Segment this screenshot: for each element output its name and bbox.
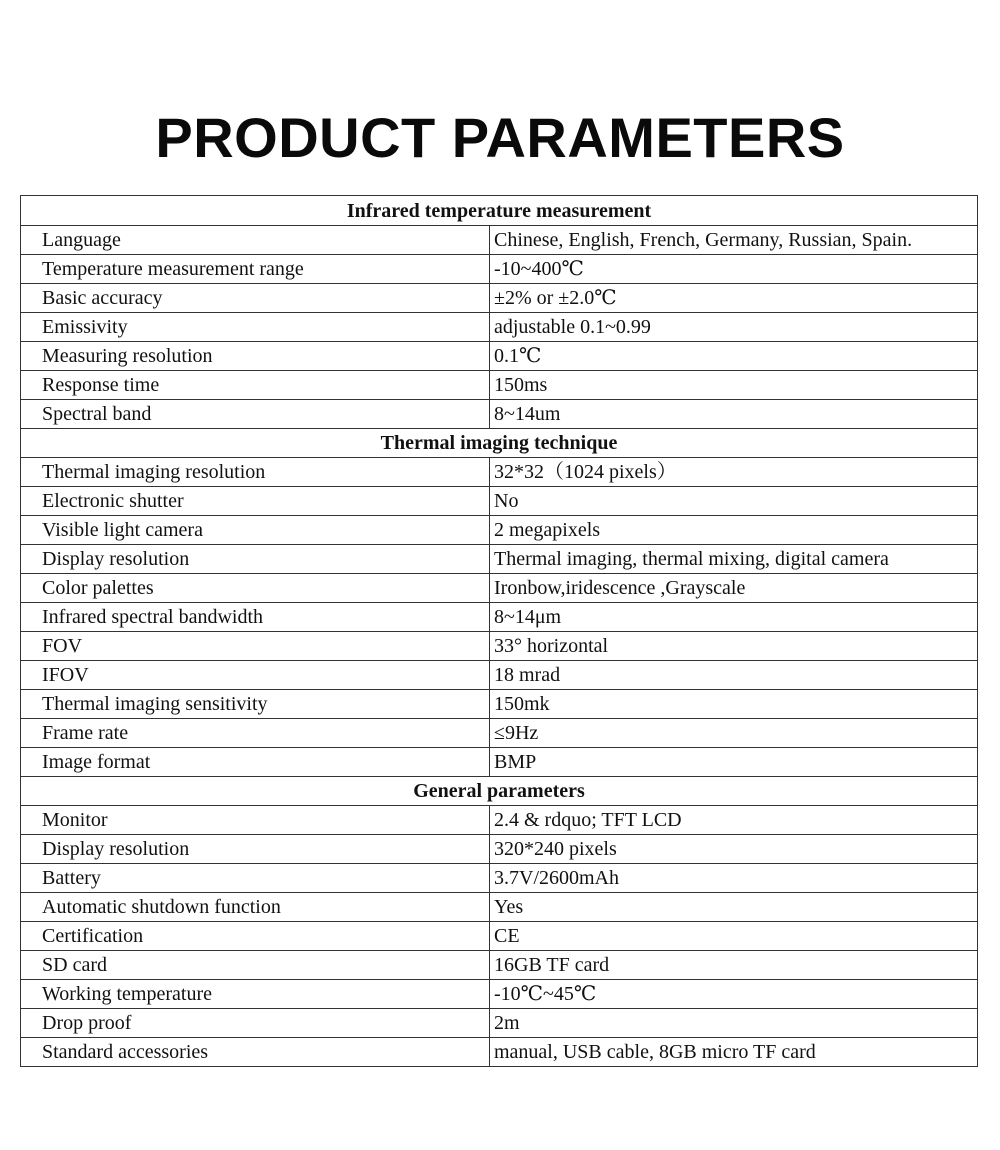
parameter-label: Thermal imaging sensitivity [21,690,490,719]
table-row [21,1009,978,1038]
parameter-label: Temperature measurement range [21,255,490,284]
parameter-label: Drop proof [21,1009,490,1038]
parameter-label: Image format [21,748,490,777]
parameter-value: -10℃~45℃ [490,980,978,1009]
parameter-value: Thermal imaging, thermal mixing, digital camera [490,545,978,574]
parameter-value: Chinese, English, French, Germany, Russian, Spain. [490,226,978,255]
parameter-label: Certification [21,922,490,951]
parameter-label: Visible light camera [21,516,490,545]
parameter-value: 8~14μm [490,603,978,632]
table-row [21,226,978,255]
table-row [21,284,978,313]
table-row [21,255,978,284]
parameter-label: Display resolution [21,835,490,864]
parameter-value: 8~14um [490,400,978,429]
table-row [21,864,978,893]
parameters-table-body [21,196,978,1067]
table-row [21,342,978,371]
parameter-label: Emissivity [21,313,490,342]
table-row [21,893,978,922]
table-row [21,922,978,951]
table-row [21,400,978,429]
parameter-value: ≤9Hz [490,719,978,748]
table-row [21,313,978,342]
parameter-label: Infrared spectral bandwidth [21,603,490,632]
parameter-value: adjustable 0.1~0.99 [490,313,978,342]
parameter-value: 150ms [490,371,978,400]
parameter-value: 32*32（1024 pixels） [490,458,978,487]
parameter-label: Automatic shutdown function [21,893,490,922]
parameter-label: Language [21,226,490,255]
section-header-row [21,196,978,226]
section-header-row [21,777,978,806]
section-heading: Thermal imaging technique [21,429,978,458]
parameter-value: No [490,487,978,516]
parameter-value: 320*240 pixels [490,835,978,864]
parameter-value: ±2% or ±2.0℃ [490,284,978,313]
table-row [21,661,978,690]
parameters-table [20,195,978,1067]
table-row [21,719,978,748]
parameter-value: 2m [490,1009,978,1038]
table-row [21,951,978,980]
section-header-row [21,429,978,458]
parameter-label: Working temperature [21,980,490,1009]
parameter-label: Electronic shutter [21,487,490,516]
parameter-value: 0.1℃ [490,342,978,371]
table-row [21,458,978,487]
table-row [21,574,978,603]
parameter-label: Frame rate [21,719,490,748]
page-title: PRODUCT PARAMETERS [155,105,845,169]
table-row [21,516,978,545]
parameter-value: BMP [490,748,978,777]
parameter-value: 33° horizontal [490,632,978,661]
table-row [21,1038,978,1067]
table-row [21,371,978,400]
section-heading: Infrared temperature measurement [21,196,978,226]
table-row [21,748,978,777]
parameter-label: FOV [21,632,490,661]
parameter-label: Standard accessories [21,1038,490,1067]
parameter-label: IFOV [21,661,490,690]
parameter-value: manual, USB cable, 8GB micro TF card [490,1038,978,1067]
table-row [21,545,978,574]
parameter-label: Thermal imaging resolution [21,458,490,487]
parameter-value: 18 mrad [490,661,978,690]
table-row [21,835,978,864]
parameter-value: 150mk [490,690,978,719]
parameter-value: Ironbow,iridescence ,Grayscale [490,574,978,603]
parameter-label: Spectral band [21,400,490,429]
section-heading: General parameters [21,777,978,806]
parameter-label: Battery [21,864,490,893]
parameter-value: 2.4 & rdquo; TFT LCD [490,806,978,835]
parameter-label: Basic accuracy [21,284,490,313]
parameter-label: Response time [21,371,490,400]
table-row [21,980,978,1009]
table-row [21,690,978,719]
table-row [21,487,978,516]
parameter-value: 16GB TF card [490,951,978,980]
parameter-label: SD card [21,951,490,980]
parameter-label: Monitor [21,806,490,835]
parameter-label: Display resolution [21,545,490,574]
parameter-label: Color palettes [21,574,490,603]
parameter-value: 2 megapixels [490,516,978,545]
parameter-value: CE [490,922,978,951]
table-row [21,603,978,632]
table-row [21,806,978,835]
parameter-value: -10~400℃ [490,255,978,284]
parameter-value: 3.7V/2600mAh [490,864,978,893]
parameter-label: Measuring resolution [21,342,490,371]
table-row [21,632,978,661]
parameter-value: Yes [490,893,978,922]
